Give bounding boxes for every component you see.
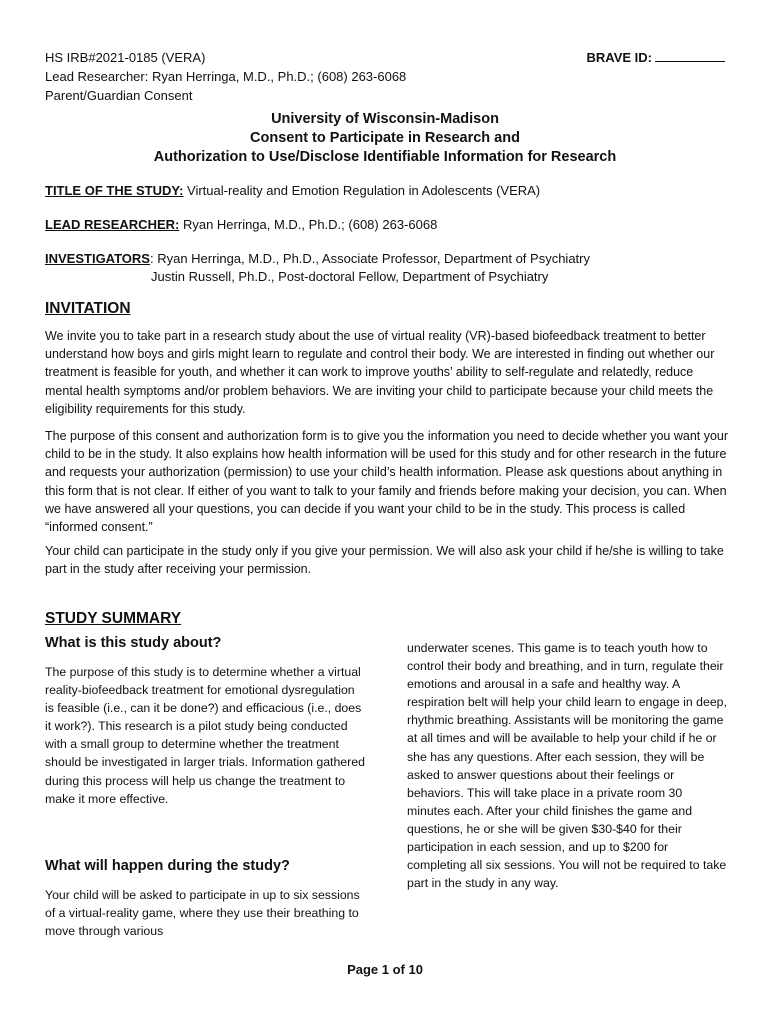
happen-heading: What will happen during the study? [45,858,290,874]
invitation-paragraph-2: The purpose of this consent and authorization form is to give you the information you need to decide whether you want your child to be in the study. It also explains how health information will be used for this study and for other research in the future and requests your authorization (permission) to use your child’s health information. Please ask questions about anything in this form that is not clear. If either of you want to talk to your family and friends before making your decision, you can. When we have answered all your questions, you can decide if you want your child to be in the study. This process is called “informed consent.” [45,429,729,535]
brave-id-blank [655,48,725,62]
investigators-label: INVESTIGATORS [45,251,150,266]
happen-text-continued: underwater scenes. This game is to teach youth how to control their body and breathing, and in turn, regulate their emotions and arousal in a safe and healthy way. A respiration belt will help your child learn to engage in deep, rhythmic breathing. Assistants will be monitoring the game at all times and will be available to help your child if he or she has any questions. After each session, they will be asked to answer questions about their feelings or behaviors. This will take place in a private room 30 minutes each. After your child finishes the game and questions, he or she will be given $30-$40 for their participation in each session, and up to $200 for completing all six sessions. You will not be required to take part in the study in any way. [407,641,727,891]
page-number: Page 1 of 10 [347,962,423,977]
invitation-paragraph-1: We invite you to take part in a research study about the use of virtual reality (VR)-based biofeedback treatment to better understand how boys and girls might learn to regulate and control their body. We are interested in finding out whether our treatment is feasible for youth, and whether it can work to improve youths’ ability to self-regulate and relatedly, reduce mental health symptoms and/or problem behaviors. We are inviting your child to participate because your child meets the eligibility requirements for this study. [45,329,715,416]
irb-number: HS IRB#2021-0185 (VERA) [45,50,206,65]
invitation-heading: INVITATION [45,300,131,317]
study-summary-heading: STUDY SUMMARY [45,610,182,627]
about-text: The purpose of this study is to determine whether a virtual reality-biofeedback treatment for emotional dysregulation is feasible (i.e., can it be done?) and efficacious (i.e., does it work?). This research is a pilot study being conducted with a small group to determine whether the treatment should be investigated in larger trials. Information gathered during this process will help us change the treatment to make it more effective. [45,665,365,806]
about-heading: What is this study about? [45,635,222,651]
study-title-value: Virtual-reality and Emotion Regulation in Adolescents (VERA) [183,183,541,198]
study-title-label: TITLE OF THE STUDY: [45,183,184,198]
lead-researcher-field [45,216,437,234]
consent-type: Parent/Guardian Consent [45,88,193,103]
investigator-1: : Ryan Herringa, M.D., Ph.D., Associate Professor, Department of Psychiatry [149,251,590,266]
title-line-3: Authorization to Use/Disclose Identifiable Information for Research [153,149,617,165]
brave-id-label: BRAVE ID: [586,50,652,65]
investigator-2: Justin Russell, Ph.D., Post-doctoral Fellow, Department of Psychiatry [151,269,549,284]
document-header [45,48,406,105]
document-title [0,110,770,167]
lead-researcher-label: LEAD RESEARCHER: [45,217,180,232]
investigators-field [45,250,590,286]
lead-researcher-header: Lead Researcher: Ryan Herringa, M.D., Ph.D.; (608) 263-6068 [45,69,407,84]
title-line-1: University of Wisconsin-Madison [271,111,499,127]
title-line-2: Consent to Participate in Research and [250,130,520,146]
happen-text: Your child will be asked to participate in up to six sessions of a virtual-reality game, where they use their breathing to move through various [45,888,360,939]
study-title-field [45,182,540,200]
invitation-paragraph-3: Your child can participate in the study only if you give your permission. We will also ask your child if he/she is willing to take part in the study after receiving your permission. [45,544,724,577]
lead-researcher-value: Ryan Herringa, M.D., Ph.D.; (608) 263-6068 [179,217,438,232]
brave-id [587,48,725,67]
